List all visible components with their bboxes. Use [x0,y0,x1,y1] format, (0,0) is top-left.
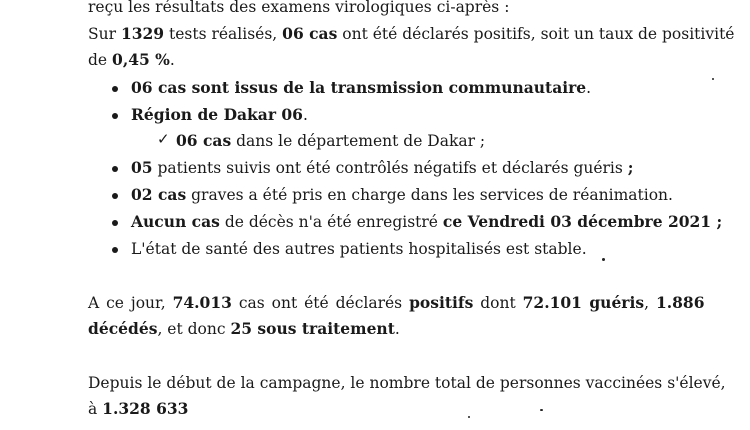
positive-total: 74.013 [172,293,232,312]
bullet-dakar-region: Région de Dakar 06. [131,105,308,124]
bullet-stable-patients: L'état de santé des autres patients hospitalisés est stable. [131,240,587,258]
intro-line: reçu les résultats des examens virologiques ci-après : [88,0,510,16]
vaccination-line-1: Depuis le début de la campagne, le nombre total de personnes vaccinées s'élevé, [88,374,726,392]
bullet-severe-cases: 02 cas graves a été pris en charge dans les services de réanimation. [131,185,673,204]
sub-bullet-dakar-department: 06 cas dans le département de Dakar ; [176,131,486,150]
bullet-dot [112,166,118,172]
summary-line-2: de 0,45 %. [88,50,175,69]
bullet-dot [112,86,118,92]
cured-total: 72.101 guéris [522,293,645,312]
vaccinated-total: 1.328 633 [102,399,189,418]
summary-line-1: Sur 1329 tests réalisés, 06 cas ont été déclarés positifs, soit un taux de positivité [88,24,735,43]
tests-count: 1329 [120,24,165,43]
positive-cases: 06 cas [282,24,338,43]
under-treatment: 25 sous traitement [230,319,395,338]
totals-line-1: A ce jour, 74.013 cas ont été déclarés positifs dont 72.101 guéris, 1.886 [88,293,705,312]
scan-speck [602,258,605,261]
positivity-rate: 0,45 % [112,50,170,69]
totals-line-2: décédés, et donc 25 sous traitement. [88,319,400,338]
vaccination-line-2: à 1.328 633 [88,399,189,418]
bullet-dot [112,193,118,199]
scan-speck [712,78,714,80]
bullet-dot [112,113,118,119]
deaths-total: 1.886 [655,293,705,312]
bullet-no-deaths: Aucun cas de décès n'a été enregistré ce Vendredi 03 décembre 2021 ; [131,212,723,231]
bullet-recovered: 05 patients suivis ont été contrôlés négatifs et déclarés guéris ; [131,158,634,177]
bullet-dot [112,220,118,226]
scan-speck [468,416,470,418]
bullet-dot [112,247,118,253]
bullet-community-transmission: 06 cas sont issus de la transmission communautaire. [131,78,592,97]
scan-speck [540,409,543,411]
checkmark-icon: ✓ [157,130,170,148]
